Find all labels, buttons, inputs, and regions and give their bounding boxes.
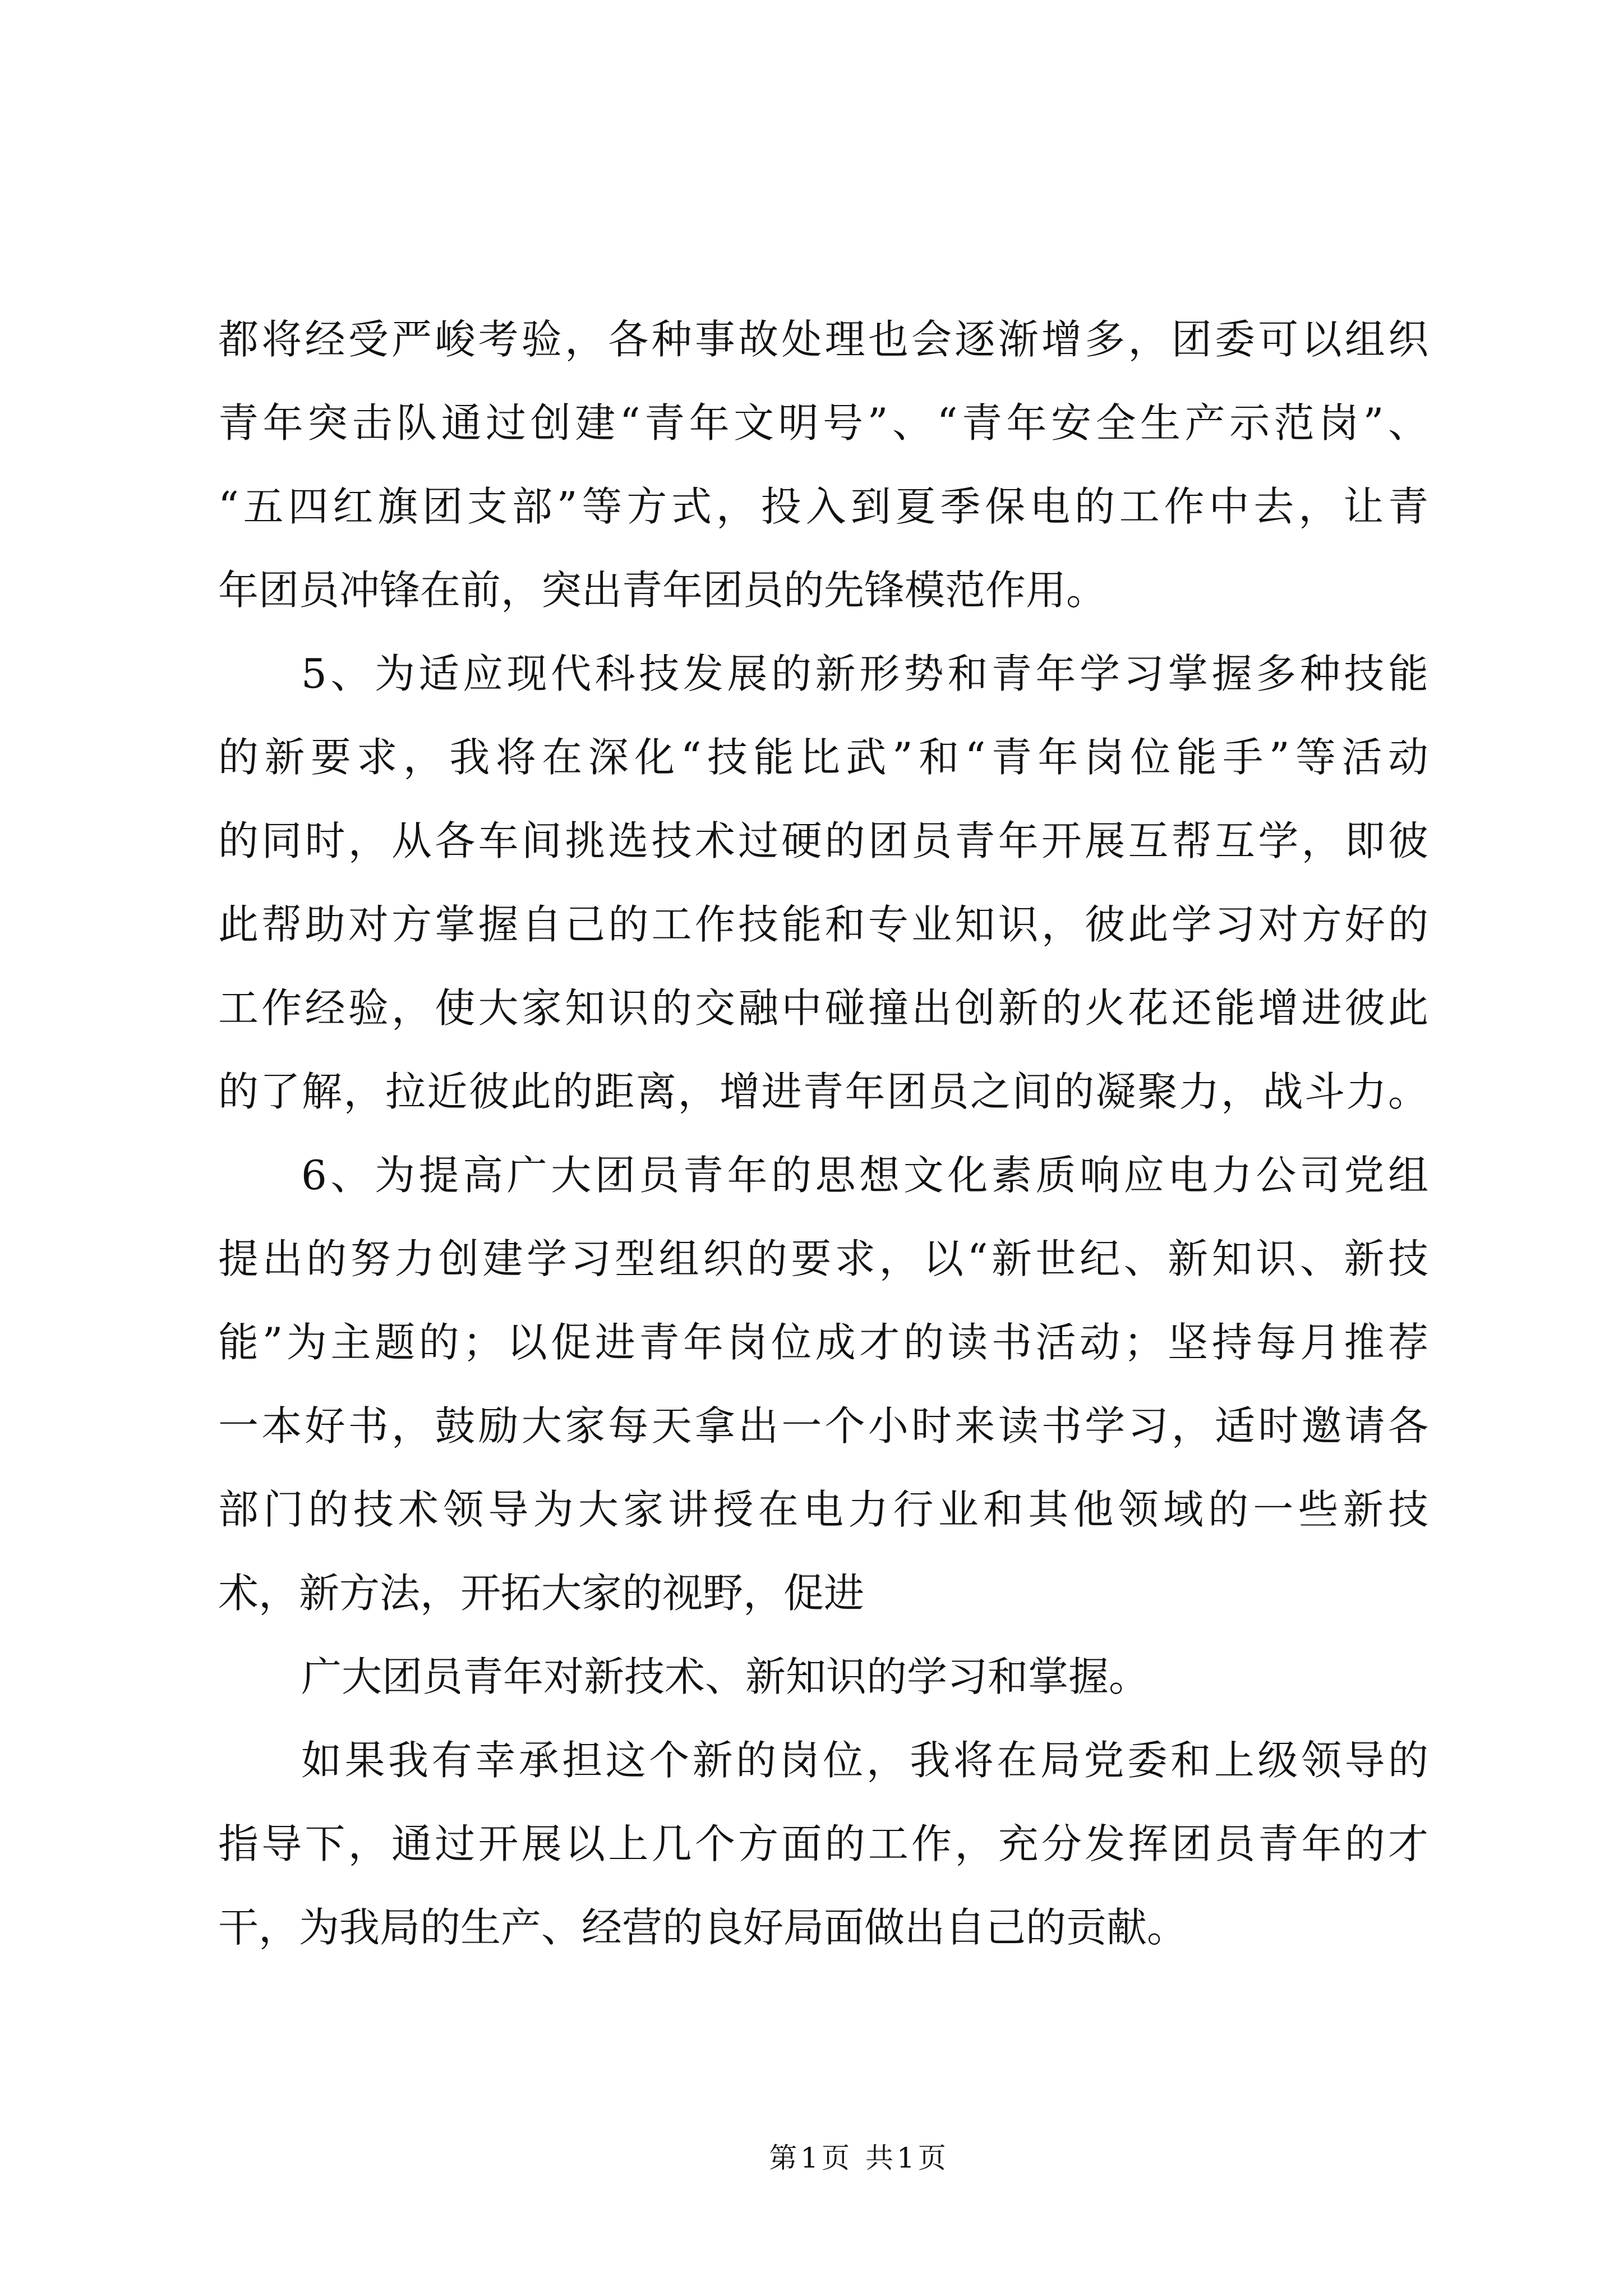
text-line: 工作经验，使大家知识的交融中碰撞出创新的火花还能增进彼此 [218, 984, 1428, 1032]
text-line: 能”为主题的；以促进青年岗位成才的读书活动；坚持每月推荐 [218, 1319, 1428, 1366]
text-line: 6、为提高广大团员青年的思想文化素质响应电力公司党组 [301, 1152, 1428, 1199]
text-line: 的了解，拉近彼此的距离，增进青年团员之间的凝聚力，战斗力。 [218, 1068, 1428, 1115]
text-line: “五四红旗团支部”等方式，投入到夏季保电的工作中去，让青 [218, 483, 1428, 530]
paragraph-continued [218, 298, 1428, 632]
paragraph-closing [218, 1719, 1428, 1970]
page-footer: 第1页 共1页 [769, 2142, 949, 2174]
text-line: 5、为适应现代科技发展的新形势和青年学习掌握多种技能 [301, 650, 1428, 697]
text-line: 都将经受严峻考验，各种事故处理也会逐渐增多，团委可以组织 [218, 316, 1428, 363]
paragraph-item-6 [218, 1134, 1428, 1635]
text-line: 广大团员青年对新技术、新知识的学习和掌握。 [301, 1653, 1150, 1700]
paragraph-item-5 [218, 632, 1428, 1134]
text-line: 的新要求，我将在深化“技能比武”和“青年岗位能手”等活动 [218, 734, 1428, 781]
text-line: 年团员冲锋在前，突出青年团员的先锋模范作用。 [218, 567, 1107, 614]
document-body [218, 298, 1428, 1970]
paragraph-continuation [218, 1635, 1428, 1719]
text-line: 部门的技术领导为大家讲授在电力行业和其他领域的一些新技 [218, 1486, 1428, 1533]
text-line: 如果我有幸承担这个新的岗位，我将在局党委和上级领导的 [301, 1737, 1428, 1784]
text-line: 此帮助对方掌握自己的工作技能和专业知识，彼此学习对方好的 [218, 901, 1428, 948]
text-line: 的同时，从各车间挑选技术过硬的团员青年开展互帮互学，即彼 [218, 817, 1428, 864]
text-line: 术，新方法，开拓大家的视野，促进 [218, 1570, 865, 1617]
text-line: 青年突击队通过创建“青年文明号”、“青年安全生产示范岗”、 [218, 399, 1428, 447]
text-line: 干，为我局的生产、经营的良好局面做出自己的贡献。 [218, 1904, 1188, 1951]
text-line: 指导下，通过开展以上几个方面的工作，充分发挥团员青年的才 [218, 1820, 1428, 1867]
text-line: 提出的努力创建学习型组织的要求，以“新世纪、新知识、新技 [218, 1235, 1428, 1282]
text-line: 一本好书，鼓励大家每天拿出一个小时来读书学习，适时邀请各 [218, 1402, 1428, 1450]
